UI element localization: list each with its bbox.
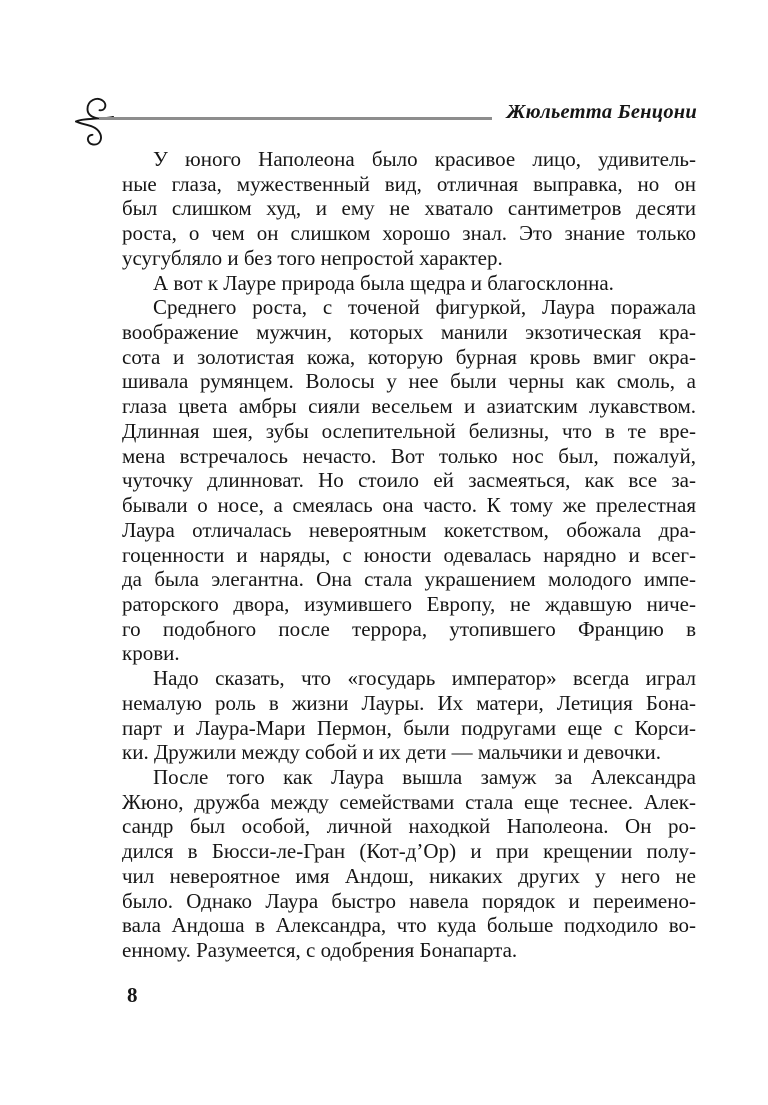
text-line: усугубляло и без того непростой характер.: [122, 245, 503, 270]
text-line: После того как Лаура вышла замуж за Александра: [153, 764, 696, 789]
text-line: енному. Разумеется, с одобрения Бонапарта.: [122, 938, 518, 962]
text-line: парт и Лаура-Мари Пермон, были подругами еще с Корси-: [122, 715, 696, 740]
text-line: шивала румянцем. Волосы у нее были черны как смоль, а: [122, 369, 696, 394]
paragraph: [122, 295, 696, 666]
text-line: Лаура отличалась невероятным кокетством, обожала дра-: [122, 517, 696, 542]
text-line: Надо сказать, что «государь император» всегда играл: [153, 666, 696, 691]
text-line: крови.: [122, 641, 180, 666]
header-rule: [99, 117, 492, 120]
text-line: ные глаза, мужественный вид, отличная выправка, но он: [122, 171, 696, 196]
text-line: мена встречалось нечасто. Вот только нос был, пожалуй,: [122, 443, 696, 468]
body-text: [122, 147, 696, 963]
page-number: 8: [127, 983, 138, 1007]
text-line: был слишком худ, и ему не хватало сантиметров десяти: [122, 196, 696, 221]
text-line: го подобного после террора, утопившего Францию в: [122, 616, 696, 641]
text-line: немалую роль в жизни Лауры. Их матери, Летиция Бона-: [122, 690, 696, 715]
running-head-author: Жюльетта Бенцони: [506, 101, 697, 123]
text-line: У юного Наполеона было красивое лицо, удивитель-: [153, 147, 696, 171]
paragraph: [122, 147, 696, 271]
text-line: Среднего роста, с точеной фигуркой, Лаура поражала: [153, 295, 696, 320]
text-line: Жюно, дружба между семействами стала еще теснее. Алек-: [122, 789, 696, 814]
paragraph: [122, 666, 696, 765]
text-line: ки. Дружили между собой и их дети — мальчики и девочки.: [122, 740, 661, 765]
text-line: чуточку длинноват. Но стоило ей засмеяться, как все за-: [122, 468, 696, 493]
text-line: вала Андоша в Александра, что куда больше подходило во-: [122, 913, 696, 938]
text-line: глаза цвета амбры сияли весельем и азиатским лукавством.: [122, 394, 696, 419]
text-line: роста, о чем он слишком хорошо знал. Это знание только: [122, 221, 696, 246]
text-line: Длинная шея, зубы ослепительной белизны, что в те вре-: [122, 418, 696, 443]
text-line: А вот к Лауре природа была щедра и благосклонна.: [153, 270, 614, 295]
text-line: сота и золотистая кожа, которую бурная кровь вмиг окра-: [122, 344, 696, 369]
text-line: да была элегантна. Она стала украшением молодого импе-: [122, 567, 696, 592]
text-line: сандр был особой, личной находкой Наполеона. Он ро-: [122, 814, 696, 839]
flourish-ornament-icon: [74, 93, 114, 149]
text-line: бывали о носе, а смеялась она часто. К тому же прелестная: [122, 493, 696, 518]
text-line: гоценности и наряды, с юности одевалась нарядно и всег-: [122, 542, 696, 567]
paragraph: [122, 271, 696, 296]
text-line: раторского двора, изумившего Европу, не ждавшую ниче-: [122, 591, 696, 616]
text-line: было. Однако Лаура быстро навела порядок и переимено-: [122, 888, 696, 913]
text-line: чил невероятное имя Андош, никаких других у него не: [122, 863, 696, 888]
text-line: дился в Бюсси-ле-Гран (Кот-д’Ор) и при крещении полу-: [122, 839, 696, 864]
text-line: воображение мужчин, которых манили экзотическая кра-: [122, 320, 696, 345]
paragraph: [122, 765, 696, 963]
